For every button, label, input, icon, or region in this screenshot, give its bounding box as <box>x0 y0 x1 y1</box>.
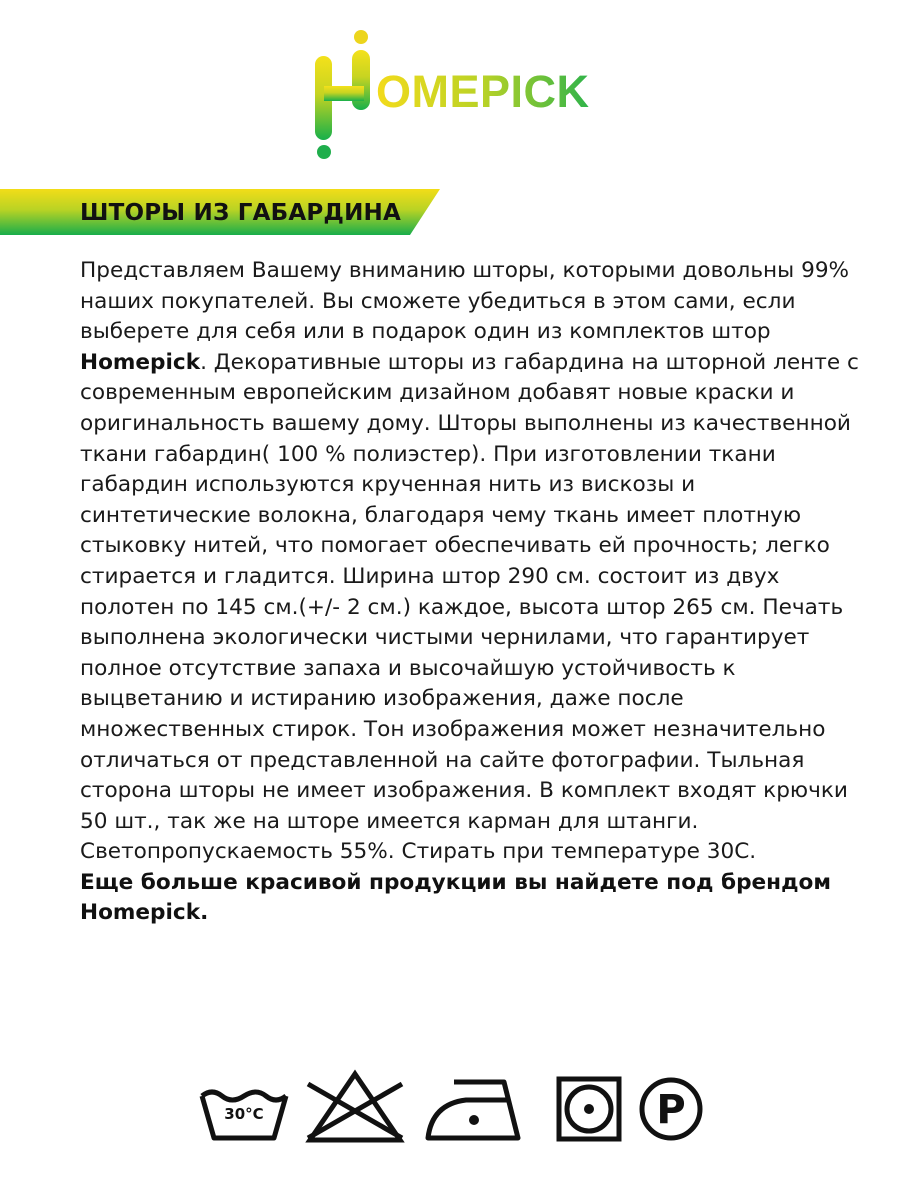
description-intro: Представляем Вашему вниманию шторы, которыми довольны 99% наших покупателей. Вы сможете убедиться в этом сами, если выберете для себя или в подарок один из комплектов штор <box>80 258 850 345</box>
homepick-logo <box>314 28 594 163</box>
homepick-logo-mark <box>314 28 594 163</box>
logo-wordmark: OMEPICK <box>376 66 590 117</box>
description-paragraph <box>80 256 870 868</box>
wash-30c-icon <box>198 1068 290 1148</box>
tumble-dry-low-icon <box>556 1076 622 1142</box>
professional-clean-letter: P <box>656 1087 686 1133</box>
wash-temperature-label: 30°C <box>224 1105 264 1123</box>
professional-clean-p-icon <box>638 1076 704 1142</box>
page-title: ШТОРЫ ИЗ ГАБАРДИНА <box>80 200 401 226</box>
description-brand-name: Homepick <box>80 349 201 375</box>
product-description <box>80 256 870 929</box>
no-bleach-icon <box>302 1068 408 1148</box>
logo-top-dot <box>354 30 368 44</box>
iron-low-heat-icon <box>424 1068 524 1148</box>
description-body: . Декоративные шторы из габардина на шторной ленте с современным европейским дизайном добавят новые краски и оригинальность вашему дому. Шторы выполнены из качественной ткани габардин( 100 % полиэстер). При изготовлении ткани габардин используются крученная нить из вискозы и синтетические волокна, благодаря чему ткань имеет плотную стыковку нитей, что помогает обеспечивать ей прочность; легко стирается и гладится. Ширина штор 290 см. состоит из двух полотен по 145 см.(+/- 2 см.) каждое, высота штор 265 см. Печать выполнена экологически чистыми чернилами, что гарантирует полное отсутствие запаха и высочайшую устойчивость к выцветанию и истиранию изображения, даже после множественных стирок. Тон изображения может незначительно отличаться от представленной на сайте фотографии. Тыльная сторона шторы не имеет изображения. В комплект входят крючки 50 шт., так же на шторе имеется карман для штанги. Светопропускаемость 55%. Стирать при температуре 30С. <box>80 349 859 865</box>
logo-bottom-dot <box>317 145 331 159</box>
title-banner <box>0 189 440 235</box>
care-symbols-row <box>190 1068 720 1148</box>
description-outro: Еще больше красивой продукции вы найдете под брендом Homepick. <box>80 869 832 926</box>
